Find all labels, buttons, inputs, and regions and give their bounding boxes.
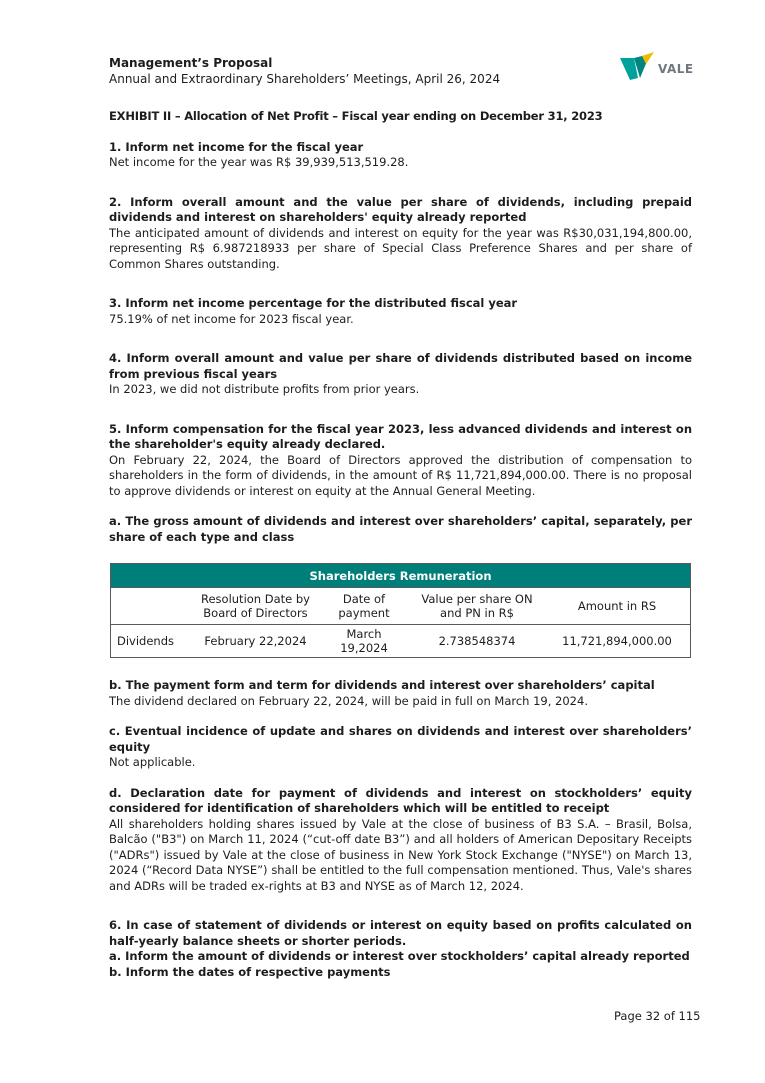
vale-logo-mark bbox=[620, 52, 660, 86]
table-banner: Shareholders Remuneration bbox=[111, 564, 691, 588]
main-content bbox=[109, 109, 692, 980]
section-3-heading: 3. Inform net income percentage for the distributed fiscal year bbox=[109, 296, 518, 310]
header-resolution-line2: Board of Directors bbox=[203, 606, 308, 620]
section-4-text: In 2023, we did not distribute profits from prior years. bbox=[109, 382, 420, 396]
header-value-line1: Value per share ON bbox=[421, 592, 533, 606]
header-amount: Amount in RS bbox=[577, 599, 657, 613]
page-number: Page 32 of 115 bbox=[614, 1009, 701, 1023]
header-resolution-line1: Resolution Date by bbox=[201, 592, 310, 606]
header-payment-line2: payment bbox=[338, 606, 390, 620]
header-payment-date bbox=[318, 588, 410, 625]
row-payment-date bbox=[318, 625, 410, 658]
section-2-heading: 2. Inform overall amount and the value per share of dividends, including prepaid dividends and interest on shareholders' equity already reported bbox=[109, 194, 692, 224]
row-resolution-date: February 22,2024 bbox=[193, 625, 318, 658]
header-title: Management’s Proposal bbox=[109, 56, 273, 70]
vale-logo bbox=[620, 52, 694, 86]
table-row bbox=[111, 625, 691, 658]
section-5a-heading: a. The gross amount of dividends and interest over shareholders’ capital, separately, per share of each type and class bbox=[109, 514, 692, 544]
page-header bbox=[109, 56, 579, 87]
row-label: Dividends bbox=[111, 625, 194, 658]
shareholders-remuneration-table bbox=[110, 563, 691, 658]
section-6-heading: 6. In case of statement of dividends or interest on equity based on profits calculated on half-yearly balance sheets or shorter periods. bbox=[109, 918, 692, 948]
header-blank bbox=[111, 588, 194, 625]
section-6a-heading: a. Inform the amount of dividends or interest over stockholders’ capital already reported bbox=[109, 949, 690, 963]
section-5-text: On February 22, 2024, the Board of Directors approved the distribution of compensation to shareholders in the form of dividends, in the amount of R$ 11,721,894,000.00. There is no proposal to approve dividends or interest on equity at the Annual General Meeting. bbox=[109, 452, 692, 498]
section-5-heading: 5. Inform compensation for the fiscal year 2023, less advanced dividends and interest on the shareholder's equity already declared. bbox=[109, 421, 692, 451]
section-6b-heading: b. Inform the dates of respective payments bbox=[109, 964, 391, 979]
header-value-per-share bbox=[410, 588, 544, 625]
section-5c-heading: c. Eventual incidence of update and shares on dividends and interest over shareholders’ equity bbox=[109, 724, 692, 754]
section-3-text: 75.19% of net income for 2023 fiscal year. bbox=[109, 311, 354, 326]
header-value-line2: and PN in R$ bbox=[440, 606, 514, 620]
section-5b-text: The dividend declared on February 22, 2024, will be paid in full on March 19, 2024. bbox=[109, 693, 588, 708]
section-1-heading: 1. Inform net income for the fiscal year bbox=[109, 139, 364, 154]
header-payment-line1: Date of bbox=[342, 592, 386, 606]
section-5c-text: Not applicable. bbox=[109, 755, 196, 769]
row-payment-line1: March bbox=[346, 627, 382, 641]
logo-wordmark: VALE bbox=[658, 62, 694, 76]
section-2-text: The anticipated amount of dividends and interest on equity for the year was R$30,031,194,800.00, representing R$ 6.987218933 per share of Special Class Preference Shares and per share of Common Shares outstanding. bbox=[109, 225, 692, 271]
table-header-row bbox=[111, 588, 691, 625]
row-amount: 11,721,894,000.00 bbox=[544, 625, 691, 658]
row-value-per-share: 2.738548374 bbox=[410, 625, 544, 658]
section-1-text: Net income for the year was R$ 39,939,513,519.28. bbox=[109, 155, 409, 169]
exhibit-title: EXHIBIT II – Allocation of Net Profit – Fiscal year ending on December 31, 2023 bbox=[109, 109, 603, 123]
row-payment-line2: 19,2024 bbox=[340, 641, 388, 655]
section-5b-heading: b. The payment form and term for dividends and interest over shareholders’ capital bbox=[109, 678, 655, 692]
section-5d-text: All shareholders holding shares issued by Vale at the close of business of B3 S.A. – Brasil, Bolsa, Balcão ("B3") on March 11, 2024 (“cut-off date B3”) and all holders of American Depositary Receipts ("ADRs") issued by Vale at the close of business in New York Stock Exchange ("NYSE") on March 13, 2024 (“Record Data NYSE”) shall be entitled to the full compensation mentioned. Thus, Vale's shares and ADRs will be traded ex-rights at B3 and NYSE as of March 12, 2024. bbox=[109, 816, 692, 893]
header-resolution-date bbox=[193, 588, 318, 625]
section-4-heading: 4. Inform overall amount and value per share of dividends distributed based on income from previous fiscal years bbox=[109, 351, 692, 381]
header-subtitle: Annual and Extraordinary Shareholders’ Meetings, April 26, 2024 bbox=[109, 71, 501, 86]
section-5d-heading: d. Declaration date for payment of dividends and interest on stockholders’ equity considered for identification of shareholders which will be entitled to receipt bbox=[109, 785, 692, 815]
